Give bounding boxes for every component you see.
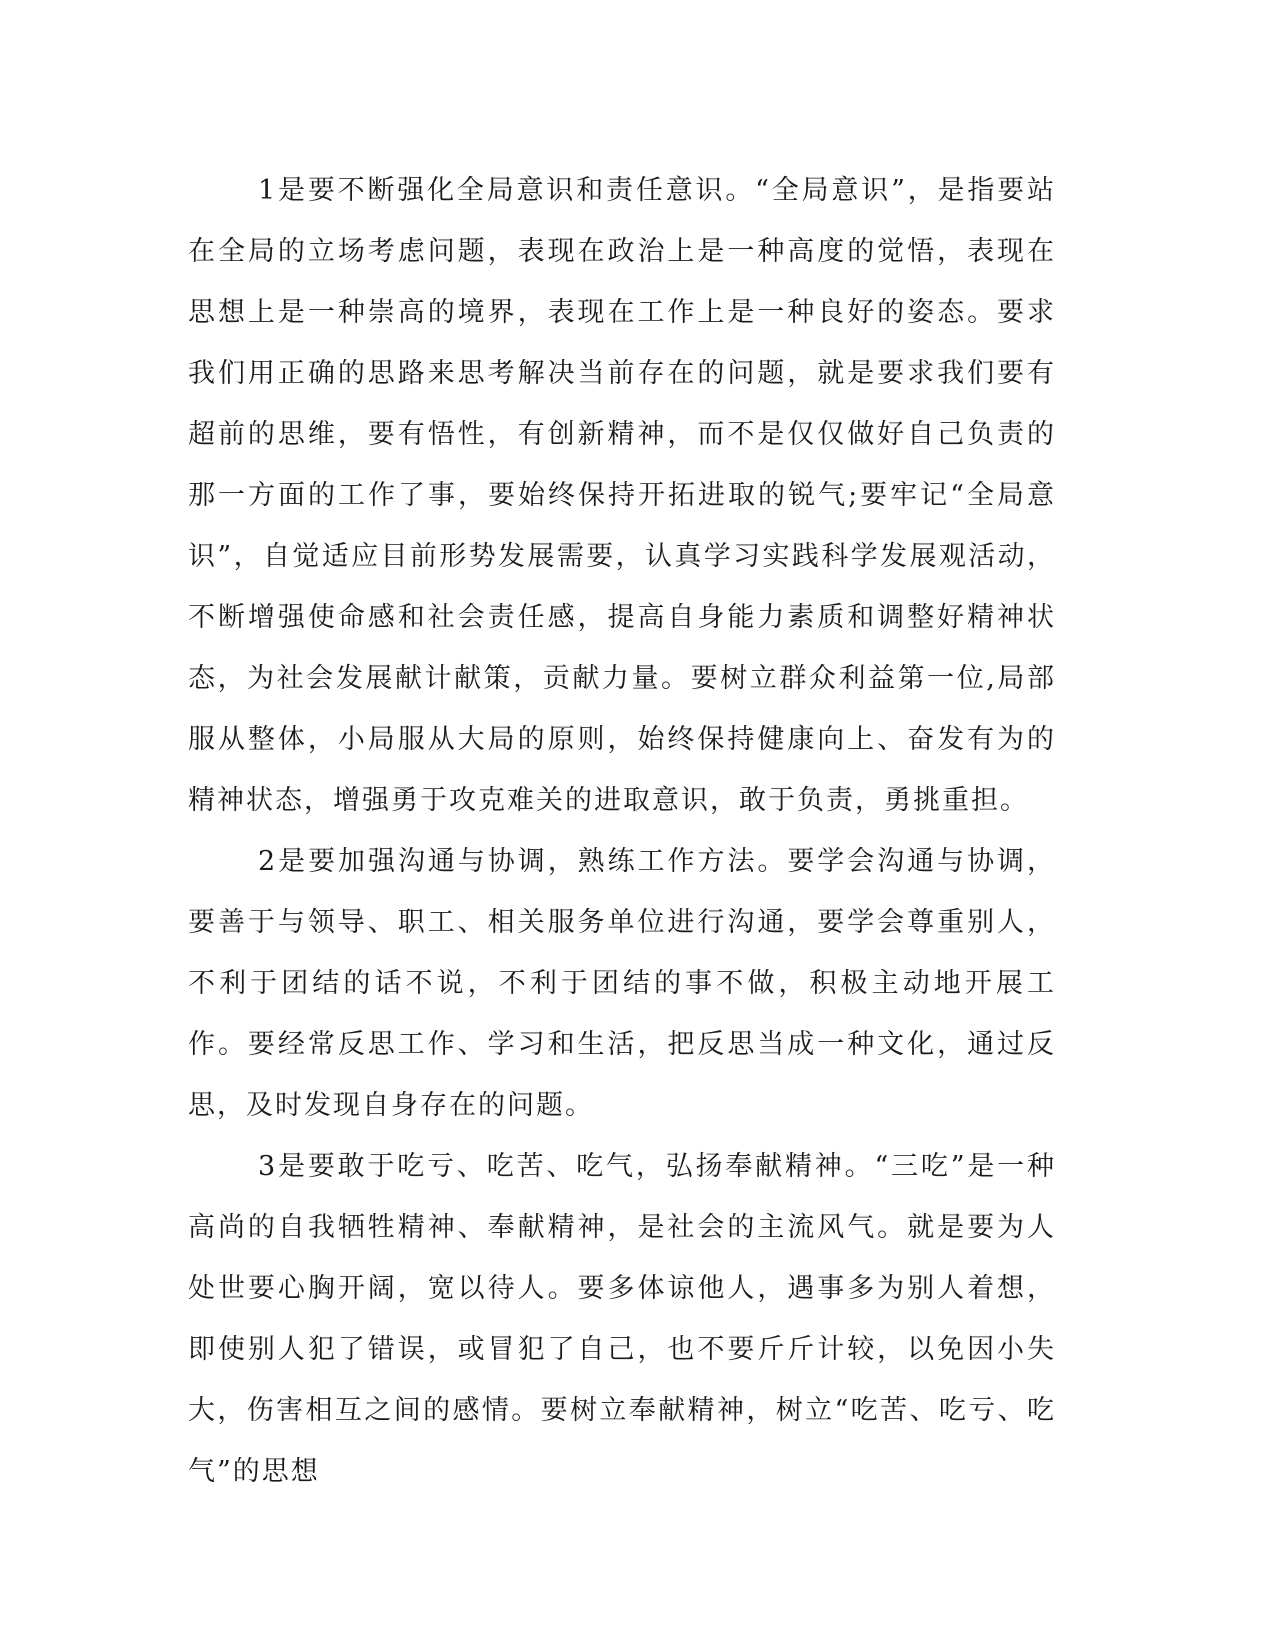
paragraph-3: 3是要敢于吃亏、吃苦、吃气，弘扬奉献精神。“三吃”是一种高尚的自我牺牲精神、奉献精神，是社会的主流风气。就是要为人处世要心胸开阔，宽以待人。要多体谅他人，遇事多为别人着想，即使别人犯了错误，或冒犯了自己，也不要斤斤计较，以免因小失大，伤害相互之间的感情。要树立奉献精神，树立“吃苦、吃亏、吃气”的思想 bbox=[188, 1151, 1056, 1487]
paragraph-2: 2是要加强沟通与协调，熟练工作方法。要学会沟通与协调，要善于与领导、职工、相关服务单位进行沟通，要学会尊重别人，不利于团结的话不说，不利于团结的事不做，积极主动地开展工作。要经常反思工作、学习和生活，把反思当成一种文化，通过反思，及时发现自身存在的问题。 bbox=[188, 846, 1056, 1121]
body-text bbox=[188, 160, 1056, 1502]
paragraph-1: 1是要不断强化全局意识和责任意识。“全局意识”，是指要站在全局的立场考虑问题，表现在政治上是一种高度的觉悟，表现在思想上是一种崇高的境界，表现在工作上是一种良好的姿态。要求我们用正确的思路来思考解决当前存在的问题，就是要求我们要有超前的思维，要有悟性，有创新精神，而不是仅仅做好自己负责的那一方面的工作了事，要始终保持开拓进取的锐气;要牢记“全局意识”，自觉适应目前形势发展需要，认真学习实践科学发展观活动，不断增强使命感和社会责任感，提高自身能力素质和调整好精神状态，为社会发展献计献策，贡献力量。要树立群众利益第一位,局部服从整体，小局服从大局的原则，始终保持健康向上、奋发有为的精神状态，增强勇于攻克难关的进取意识，敢于负责，勇挑重担。 bbox=[188, 175, 1056, 816]
